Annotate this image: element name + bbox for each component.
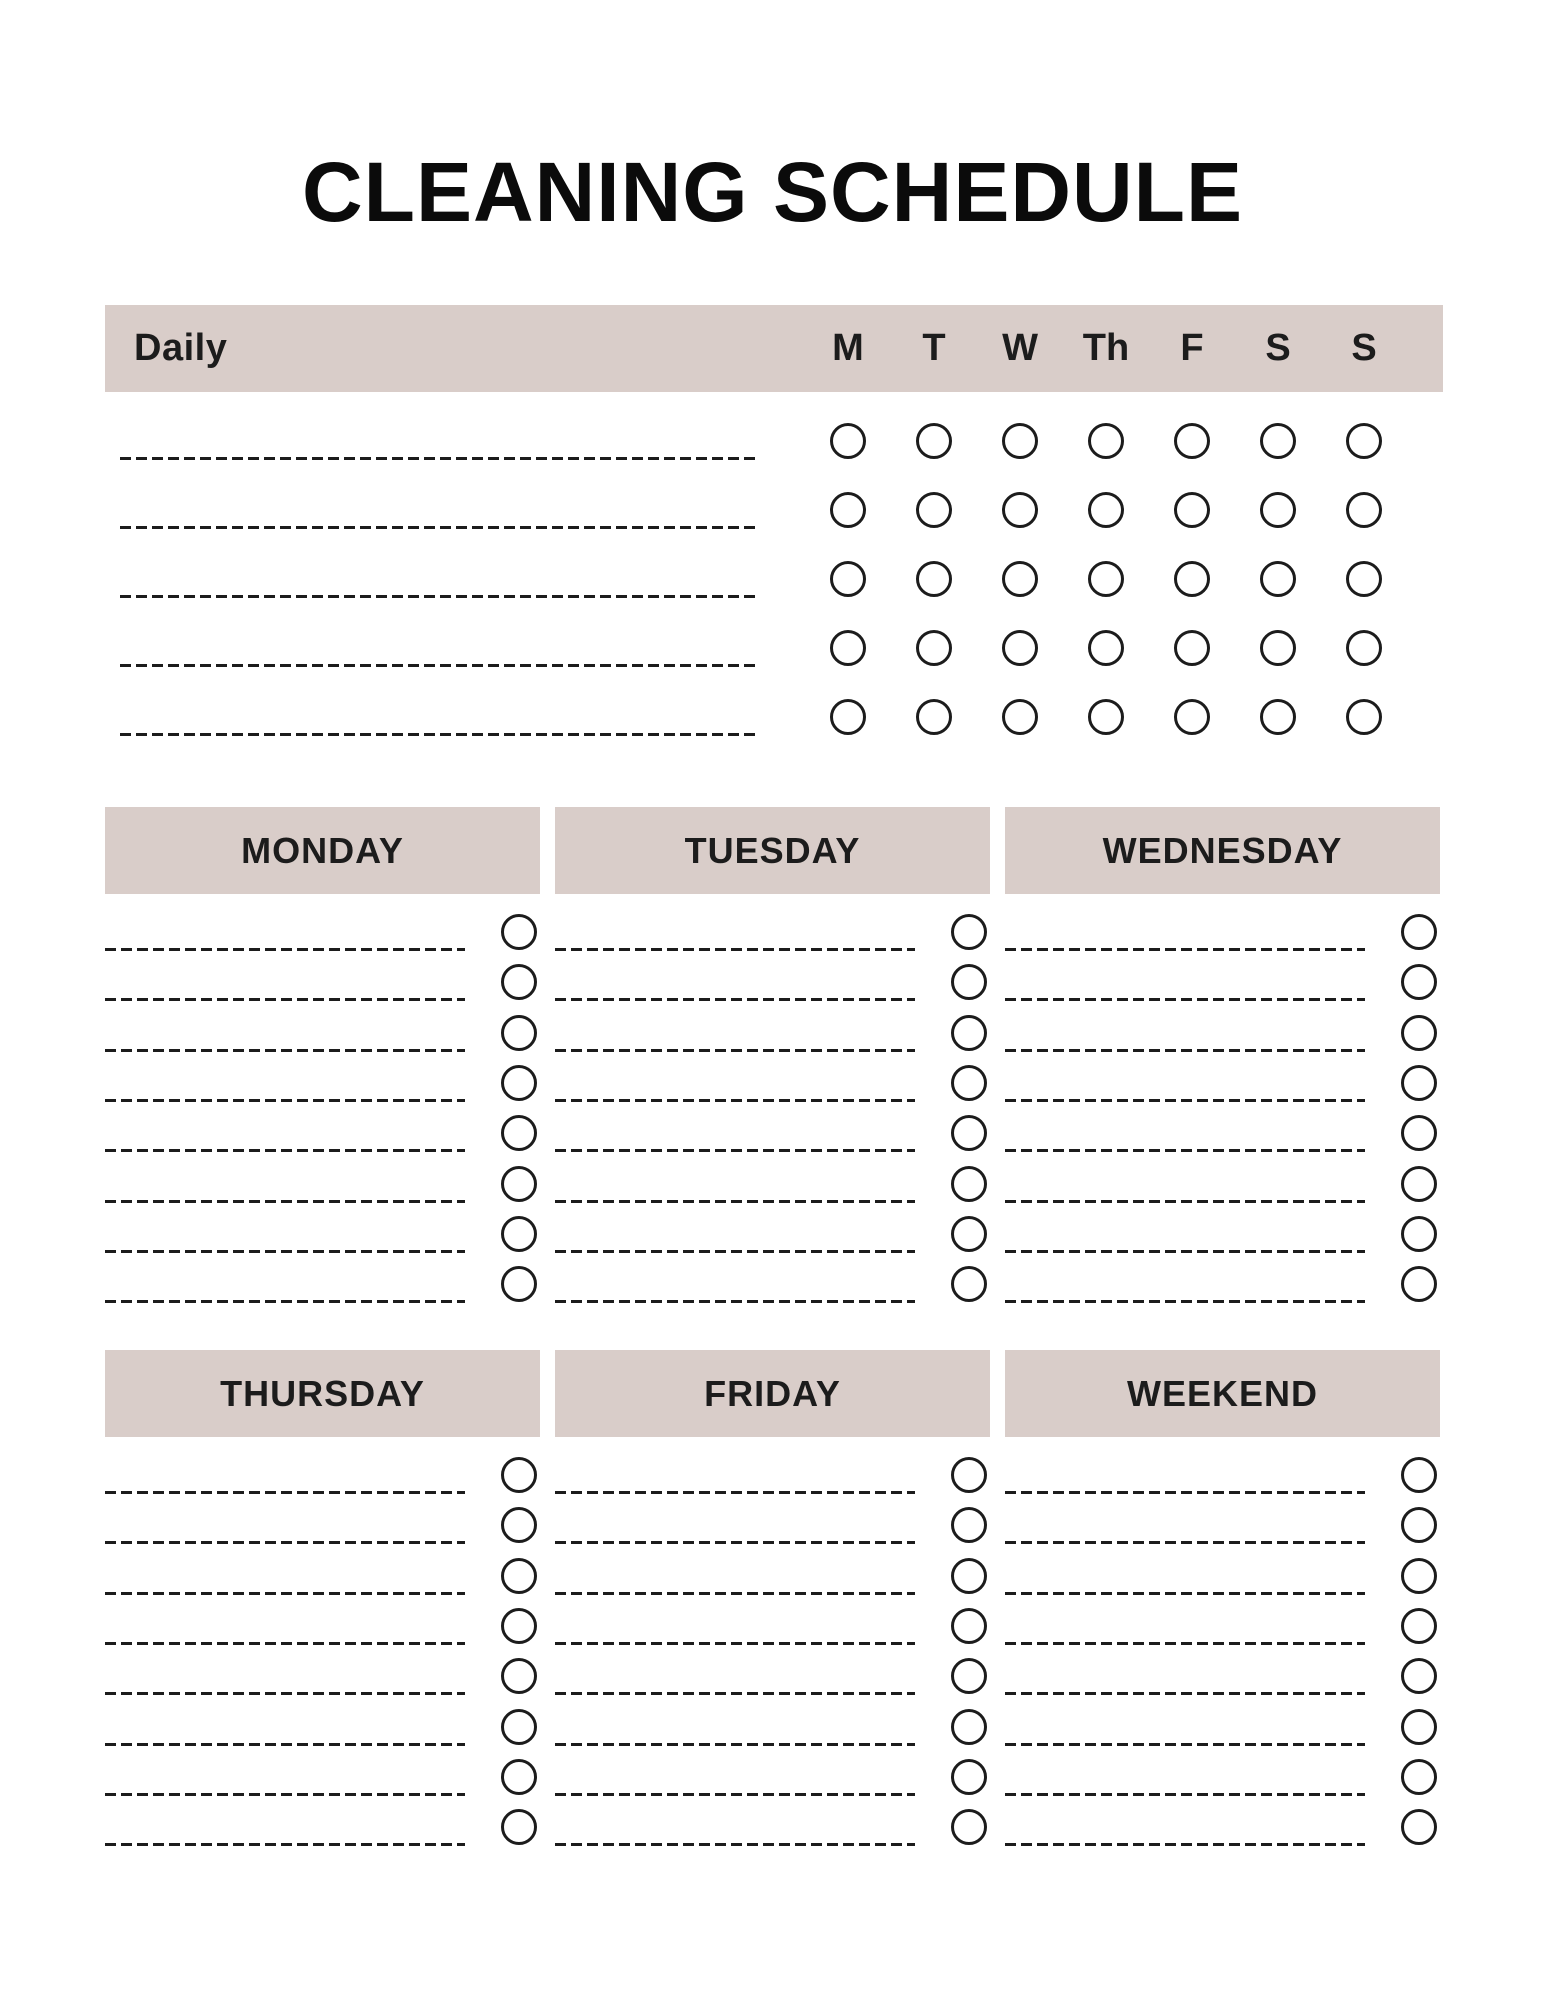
day-letter: W (1002, 327, 1038, 369)
day-panel-title: MONDAY (241, 829, 404, 871)
task-write-line[interactable] (105, 1250, 465, 1253)
task-checkbox-circle[interactable] (501, 1658, 537, 1694)
daily-checkbox-circle[interactable] (1346, 561, 1382, 597)
task-checkbox-circle[interactable] (951, 1115, 987, 1151)
daily-checkbox-circle[interactable] (1260, 630, 1296, 666)
day-panel-title: TUESDAY (684, 829, 861, 871)
task-write-line[interactable] (1005, 1642, 1365, 1645)
task-checkbox-circle[interactable] (1401, 914, 1437, 950)
page-title: CLEANING SCHEDULE (301, 145, 1244, 239)
task-write-line[interactable] (1005, 1300, 1365, 1303)
task-checkbox-circle[interactable] (1401, 1065, 1437, 1101)
daily-checkbox-circle[interactable] (830, 492, 866, 528)
daily-checkbox-circle[interactable] (1346, 630, 1382, 666)
task-write-line[interactable] (105, 1843, 465, 1846)
task-checkbox-circle[interactable] (1401, 1809, 1437, 1845)
task-write-line[interactable] (105, 1793, 465, 1796)
task-write-line[interactable] (105, 1642, 465, 1645)
task-checkbox-circle[interactable] (1401, 1216, 1437, 1252)
day-panel-wednesday (1005, 807, 1440, 1352)
task-write-line[interactable] (1005, 1149, 1365, 1152)
task-checkbox-circle[interactable] (501, 1558, 537, 1594)
daily-checkbox-circle[interactable] (1174, 699, 1210, 735)
task-checkbox-circle[interactable] (501, 1457, 537, 1493)
day-panel-title: FRIDAY (704, 1372, 841, 1414)
task-write-line[interactable] (1005, 1843, 1365, 1846)
daily-checkbox-circle[interactable] (1088, 492, 1124, 528)
day-letter: T (922, 327, 946, 369)
task-checkbox-circle[interactable] (1401, 964, 1437, 1000)
task-write-line[interactable] (105, 1541, 465, 1544)
task-checkbox-circle[interactable] (1401, 1457, 1437, 1493)
task-write-line[interactable] (105, 1592, 465, 1595)
task-write-line[interactable] (105, 1491, 465, 1494)
day-panel-weekend (1005, 1350, 1440, 1895)
task-checkbox-circle[interactable] (501, 1065, 537, 1101)
task-checkbox-circle[interactable] (1401, 1166, 1437, 1202)
daily-checkbox-circle[interactable] (1002, 630, 1038, 666)
task-checkbox-circle[interactable] (951, 1759, 987, 1795)
task-checkbox-circle[interactable] (1401, 1608, 1437, 1644)
task-write-line[interactable] (1005, 1099, 1365, 1102)
task-checkbox-circle[interactable] (951, 1166, 987, 1202)
day-panel-monday (105, 807, 540, 1352)
task-write-line[interactable] (1005, 1541, 1365, 1544)
task-write-line[interactable] (1005, 998, 1365, 1001)
task-write-line[interactable] (1005, 1793, 1365, 1796)
task-write-line[interactable] (555, 1049, 915, 1052)
daily-section-header (105, 305, 1443, 392)
daily-checkbox-circle[interactable] (1002, 492, 1038, 528)
day-panel-title: THURSDAY (220, 1372, 425, 1414)
task-write-line[interactable] (555, 1300, 915, 1303)
task-checkbox-circle[interactable] (951, 1658, 987, 1694)
daily-checkbox-circle[interactable] (916, 423, 952, 459)
task-checkbox-circle[interactable] (1401, 1658, 1437, 1694)
task-write-line[interactable] (1005, 1049, 1365, 1052)
task-checkbox-circle[interactable] (501, 1115, 537, 1151)
task-write-line[interactable] (105, 1099, 465, 1102)
task-checkbox-circle[interactable] (1401, 1709, 1437, 1745)
task-write-line[interactable] (555, 1099, 915, 1102)
task-checkbox-circle[interactable] (951, 1266, 987, 1302)
daily-checkbox-circle[interactable] (1260, 423, 1296, 459)
task-checkbox-circle[interactable] (501, 964, 537, 1000)
task-checkbox-circle[interactable] (951, 964, 987, 1000)
task-write-line[interactable] (555, 1592, 915, 1595)
day-panel-title: WEEKEND (1126, 1372, 1318, 1414)
task-write-line[interactable] (1005, 948, 1365, 951)
day-panel-header (1005, 807, 1440, 894)
task-write-line[interactable] (555, 1491, 915, 1494)
task-checkbox-circle[interactable] (951, 1015, 987, 1051)
day-letter: S (1351, 327, 1377, 369)
day-panel-header (1005, 1350, 1440, 1437)
task-checkbox-circle[interactable] (951, 1457, 987, 1493)
day-letter: M (832, 327, 864, 369)
task-checkbox-circle[interactable] (951, 1558, 987, 1594)
day-letter: S (1265, 327, 1291, 369)
task-write-line[interactable] (555, 948, 915, 951)
day-panel-title: WEDNESDAY (1102, 829, 1343, 871)
daily-checkbox-circle[interactable] (1088, 423, 1124, 459)
task-write-line[interactable] (1005, 1592, 1365, 1595)
daily-checkbox-circle[interactable] (1260, 561, 1296, 597)
task-checkbox-circle[interactable] (501, 1809, 537, 1845)
task-checkbox-circle[interactable] (501, 1759, 537, 1795)
daily-checkbox-circle[interactable] (916, 630, 952, 666)
task-checkbox-circle[interactable] (1401, 1759, 1437, 1795)
task-write-line[interactable] (555, 998, 915, 1001)
task-write-line[interactable] (1005, 1200, 1365, 1203)
task-checkbox-circle[interactable] (1401, 1015, 1437, 1051)
task-write-line[interactable] (555, 1250, 915, 1253)
daily-checkbox-circle[interactable] (830, 630, 866, 666)
day-panel-header (105, 1350, 540, 1437)
daily-checkbox-circle[interactable] (1088, 699, 1124, 735)
day-panel-friday (555, 1350, 990, 1895)
day-panel-header (555, 1350, 990, 1437)
day-panel-header (555, 807, 990, 894)
daily-checkbox-circle[interactable] (1260, 492, 1296, 528)
task-write-line[interactable] (1005, 1692, 1365, 1695)
daily-checkbox-circle[interactable] (1002, 699, 1038, 735)
task-write-line[interactable] (555, 1200, 915, 1203)
daily-checkbox-circle[interactable] (830, 423, 866, 459)
task-write-line[interactable] (555, 1541, 915, 1544)
task-write-line[interactable] (105, 1049, 465, 1052)
daily-section-label: Daily (134, 327, 228, 369)
task-write-line[interactable] (105, 948, 465, 951)
task-checkbox-circle[interactable] (501, 914, 537, 950)
daily-checkbox-circle[interactable] (1088, 561, 1124, 597)
daily-checkbox-circle[interactable] (916, 699, 952, 735)
daily-checkbox-circle[interactable] (916, 561, 952, 597)
daily-checkbox-circle[interactable] (830, 561, 866, 597)
daily-task-write-line[interactable] (120, 526, 758, 529)
daily-checkbox-circle[interactable] (1260, 699, 1296, 735)
daily-checkbox-circle[interactable] (1174, 492, 1210, 528)
task-write-line[interactable] (555, 1692, 915, 1695)
daily-checkbox-circle[interactable] (1174, 561, 1210, 597)
daily-task-write-line[interactable] (120, 595, 758, 598)
task-checkbox-circle[interactable] (501, 1166, 537, 1202)
task-checkbox-circle[interactable] (1401, 1507, 1437, 1543)
task-write-line[interactable] (555, 1149, 915, 1152)
task-write-line[interactable] (1005, 1250, 1365, 1253)
task-write-line[interactable] (105, 1692, 465, 1695)
task-checkbox-circle[interactable] (951, 1065, 987, 1101)
task-write-line[interactable] (105, 1300, 465, 1303)
day-panel-thursday (105, 1350, 540, 1895)
task-checkbox-circle[interactable] (951, 914, 987, 950)
task-write-line[interactable] (105, 1149, 465, 1152)
task-checkbox-circle[interactable] (951, 1216, 987, 1252)
task-write-line[interactable] (555, 1642, 915, 1645)
day-letter: F (1180, 327, 1204, 369)
daily-checkbox-circle[interactable] (1088, 630, 1124, 666)
daily-checkbox-circle[interactable] (1174, 423, 1210, 459)
task-checkbox-circle[interactable] (501, 1507, 537, 1543)
task-write-line[interactable] (555, 1793, 915, 1796)
task-write-line[interactable] (105, 1200, 465, 1203)
daily-task-write-line[interactable] (120, 664, 758, 667)
task-checkbox-circle[interactable] (501, 1216, 537, 1252)
daily-checkbox-circle[interactable] (1346, 423, 1382, 459)
task-checkbox-circle[interactable] (951, 1507, 987, 1543)
daily-checkbox-circle[interactable] (1346, 492, 1382, 528)
task-write-line[interactable] (1005, 1491, 1365, 1494)
daily-checkbox-circle[interactable] (916, 492, 952, 528)
daily-task-write-line[interactable] (120, 457, 758, 460)
task-write-line[interactable] (1005, 1743, 1365, 1746)
task-write-line[interactable] (555, 1743, 915, 1746)
daily-checkbox-circle[interactable] (1002, 423, 1038, 459)
task-checkbox-circle[interactable] (1401, 1115, 1437, 1151)
daily-checkbox-circle[interactable] (1002, 561, 1038, 597)
task-checkbox-circle[interactable] (501, 1709, 537, 1745)
day-letter: Th (1082, 327, 1130, 369)
day-panel-header (105, 807, 540, 894)
task-checkbox-circle[interactable] (951, 1608, 987, 1644)
task-checkbox-circle[interactable] (501, 1015, 537, 1051)
task-checkbox-circle[interactable] (951, 1709, 987, 1745)
daily-checkbox-circle[interactable] (1346, 699, 1382, 735)
weekday-letter-row (805, 305, 1407, 392)
daily-checkbox-circle[interactable] (1174, 630, 1210, 666)
task-write-line[interactable] (555, 1843, 915, 1846)
task-checkbox-circle[interactable] (501, 1266, 537, 1302)
task-write-line[interactable] (105, 1743, 465, 1746)
task-checkbox-circle[interactable] (1401, 1558, 1437, 1594)
task-checkbox-circle[interactable] (1401, 1266, 1437, 1302)
task-checkbox-circle[interactable] (501, 1608, 537, 1644)
daily-task-write-line[interactable] (120, 733, 758, 736)
task-checkbox-circle[interactable] (951, 1809, 987, 1845)
daily-checkbox-circle[interactable] (830, 699, 866, 735)
task-write-line[interactable] (105, 998, 465, 1001)
day-panel-tuesday (555, 807, 990, 1352)
